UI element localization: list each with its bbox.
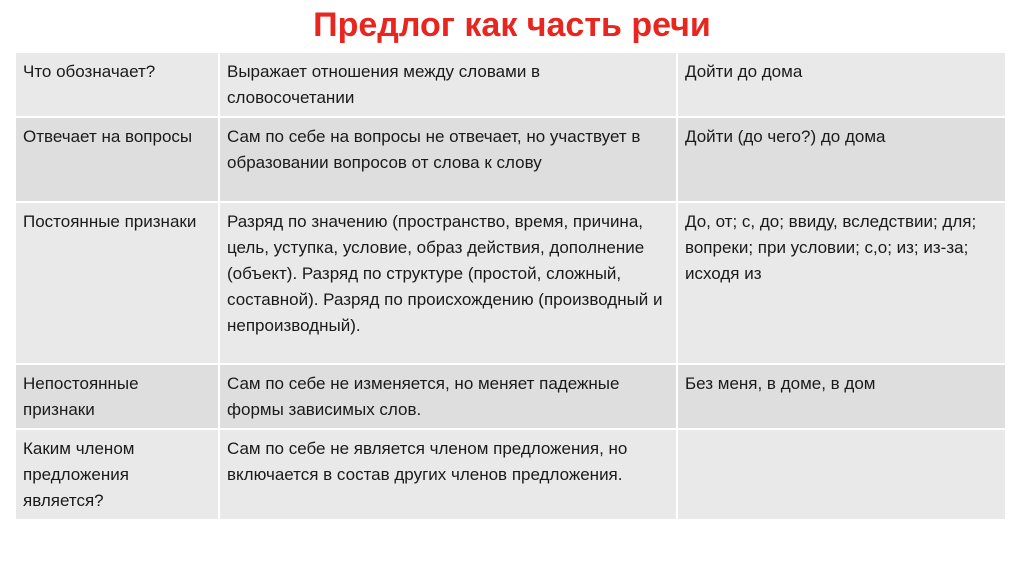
row-example: Дойти (до чего?) до дома bbox=[677, 117, 1006, 202]
row-label: Постоянные признаки bbox=[16, 202, 219, 364]
row-example: До, от; с, до; ввиду, вследствии; для; вопреки; при условии; с,о; из; из-за; исходя из bbox=[677, 202, 1006, 364]
row-label: Непостоянные признаки bbox=[16, 364, 219, 429]
table-row bbox=[16, 429, 1006, 520]
row-description: Сам по себе не изменяется, но меняет падежные формы зависимых слов. bbox=[219, 364, 677, 429]
row-example bbox=[677, 429, 1006, 520]
slide-title: Предлог как часть речи bbox=[313, 6, 711, 44]
table-row bbox=[16, 53, 1006, 117]
table-row bbox=[16, 117, 1006, 202]
row-example: Дойти до дома bbox=[677, 53, 1006, 117]
row-description: Сам по себе на вопросы не отвечает, но участвует в образовании вопросов от слова к слову bbox=[219, 117, 677, 202]
row-label: Каким членом предложения является? bbox=[16, 429, 219, 520]
row-description: Разряд по значению (пространство, время, причина, цель, уступка, условие, образ действия, дополнение (объект). Разряд по структуре (простой, сложный, составной). Разряд по происхождению (производный и непроизводный). bbox=[219, 202, 677, 364]
row-example: Без меня, в доме, в дом bbox=[677, 364, 1006, 429]
row-label: Отвечает на вопросы bbox=[16, 117, 219, 202]
table-row bbox=[16, 202, 1006, 364]
row-label: Что обозначает? bbox=[16, 53, 219, 117]
table-row bbox=[16, 364, 1006, 429]
row-description: Выражает отношения между словами в словосочетании bbox=[219, 53, 677, 117]
row-description: Сам по себе не является членом предложения, но включается в состав других членов предложения. bbox=[219, 429, 677, 520]
properties-table bbox=[16, 53, 1007, 521]
